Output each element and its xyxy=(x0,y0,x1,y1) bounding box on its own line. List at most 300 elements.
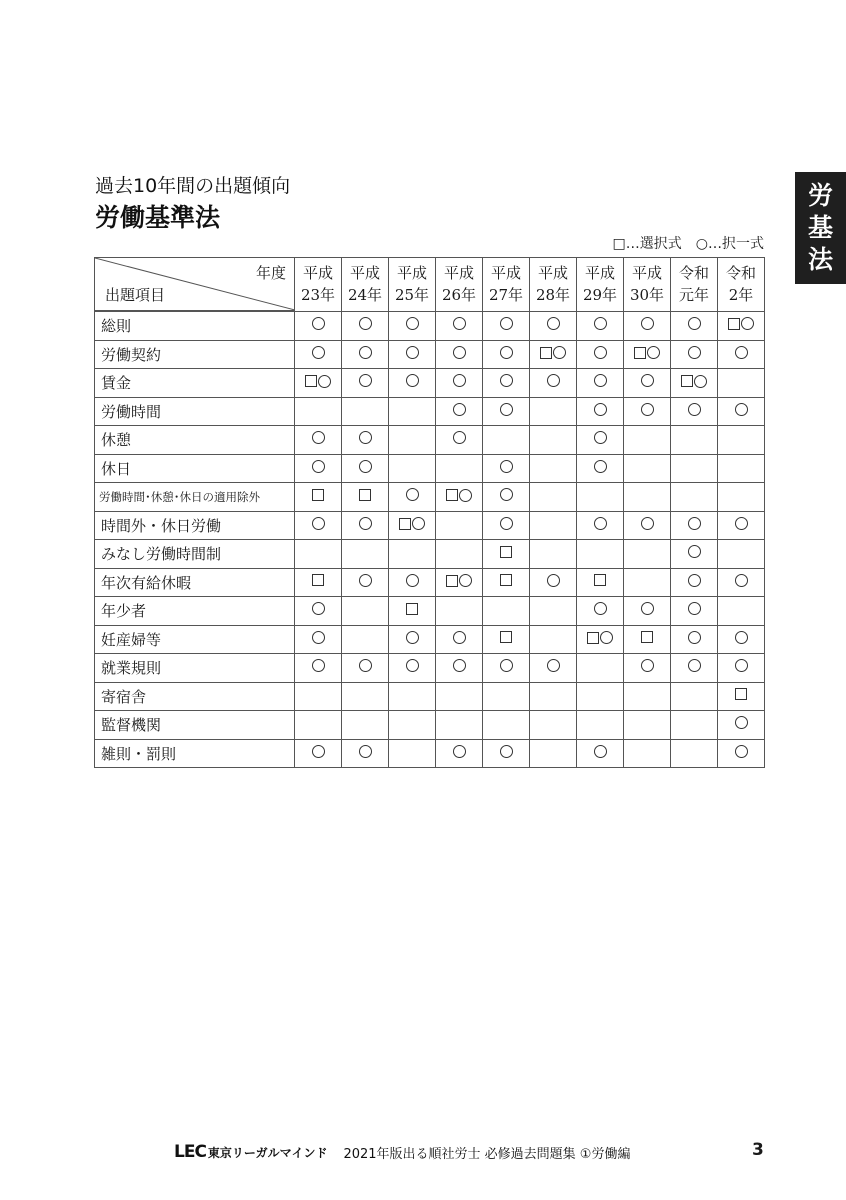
year-label: 23年 xyxy=(300,286,336,305)
mark-cell xyxy=(295,511,342,540)
legend xyxy=(560,233,764,253)
year-header-cell xyxy=(530,258,577,312)
mark-cell xyxy=(718,597,765,626)
multiple-choice-circle-icon xyxy=(688,346,701,359)
multiple-choice-circle-icon xyxy=(688,517,701,530)
question-mark xyxy=(735,688,747,700)
mark-cell xyxy=(624,397,671,426)
mark-cell xyxy=(718,654,765,683)
publisher-logo: LEC xyxy=(174,1142,206,1162)
question-mark xyxy=(453,403,466,416)
selection-type-square-icon xyxy=(500,546,512,558)
question-mark xyxy=(594,431,607,444)
multiple-choice-circle-icon xyxy=(547,574,560,587)
mark-cell xyxy=(483,597,530,626)
mark-cell xyxy=(530,511,577,540)
question-mark xyxy=(594,574,606,586)
topic-label: 妊産婦等 xyxy=(95,625,295,654)
question-mark xyxy=(688,346,701,359)
selection-type-square-icon xyxy=(312,489,324,501)
mark-cell xyxy=(389,540,436,569)
year-header-cell xyxy=(577,258,624,312)
table-row xyxy=(95,426,765,455)
question-mark xyxy=(312,574,324,586)
mark-cell xyxy=(436,340,483,369)
mark-cell xyxy=(577,682,624,711)
question-mark xyxy=(406,317,419,330)
mark-cell xyxy=(436,483,483,512)
multiple-choice-circle-icon xyxy=(406,631,419,644)
mark-cell xyxy=(530,483,577,512)
topic-label: 監督機関 xyxy=(95,711,295,740)
mark-cell xyxy=(436,454,483,483)
mark-cell xyxy=(624,597,671,626)
mark-cell xyxy=(624,711,671,740)
question-mark xyxy=(500,460,513,473)
mark-cell xyxy=(389,454,436,483)
year-era: 平成 xyxy=(396,264,427,283)
mark-cell xyxy=(389,682,436,711)
mark-cell xyxy=(342,483,389,512)
multiple-choice-circle-icon xyxy=(600,631,613,644)
legend-circle-label: ○…択一式 xyxy=(695,236,764,252)
question-mark xyxy=(359,745,372,758)
question-mark xyxy=(594,346,607,359)
mark-cell xyxy=(389,625,436,654)
mark-cell xyxy=(577,311,624,340)
mark-cell xyxy=(530,340,577,369)
question-mark xyxy=(453,659,466,672)
mark-cell xyxy=(671,397,718,426)
multiple-choice-circle-icon xyxy=(688,659,701,672)
mark-cell xyxy=(342,625,389,654)
table-row xyxy=(95,369,765,398)
mark-cell xyxy=(624,483,671,512)
multiple-choice-circle-icon xyxy=(359,431,372,444)
selection-type-square-icon xyxy=(634,347,646,359)
question-mark xyxy=(540,346,566,359)
mark-cell xyxy=(671,454,718,483)
exam-trend-table xyxy=(94,257,765,768)
question-mark xyxy=(453,631,466,644)
multiple-choice-circle-icon xyxy=(553,346,566,359)
question-mark xyxy=(359,489,371,501)
question-mark xyxy=(500,574,512,586)
multiple-choice-circle-icon xyxy=(406,317,419,330)
mark-cell xyxy=(530,454,577,483)
question-mark xyxy=(735,574,748,587)
mark-cell xyxy=(389,483,436,512)
question-mark xyxy=(641,631,653,643)
question-mark xyxy=(594,460,607,473)
mark-cell xyxy=(342,540,389,569)
multiple-choice-circle-icon xyxy=(312,745,325,758)
year-label: 28年 xyxy=(535,286,571,305)
question-mark xyxy=(500,374,513,387)
mark-cell xyxy=(389,511,436,540)
mark-cell xyxy=(436,597,483,626)
question-mark xyxy=(728,317,754,330)
side-tab-char: 基 xyxy=(807,213,833,242)
mark-cell xyxy=(295,597,342,626)
year-label: 26年 xyxy=(441,286,477,305)
question-mark xyxy=(453,317,466,330)
question-mark xyxy=(359,431,372,444)
mark-cell xyxy=(624,654,671,683)
mark-cell xyxy=(624,511,671,540)
question-mark xyxy=(406,603,418,615)
multiple-choice-circle-icon xyxy=(688,631,701,644)
multiple-choice-circle-icon xyxy=(500,317,513,330)
selection-type-square-icon xyxy=(500,631,512,643)
multiple-choice-circle-icon xyxy=(312,602,325,615)
page-footer xyxy=(174,1141,774,1163)
multiple-choice-circle-icon xyxy=(312,317,325,330)
mark-cell xyxy=(671,654,718,683)
multiple-choice-circle-icon xyxy=(359,346,372,359)
mark-cell xyxy=(436,540,483,569)
section-subtitle: 過去10年間の出題傾向 xyxy=(95,175,291,197)
multiple-choice-circle-icon xyxy=(594,431,607,444)
mark-cell xyxy=(295,711,342,740)
multiple-choice-circle-icon xyxy=(735,517,748,530)
multiple-choice-circle-icon xyxy=(453,317,466,330)
mark-cell xyxy=(436,311,483,340)
question-mark xyxy=(688,574,701,587)
book-title: 2021年版出る順社労士 必修過去問題集 ①労働編 xyxy=(343,1146,631,1162)
legend-square-label: □…選択式 xyxy=(612,236,682,252)
mark-cell xyxy=(389,340,436,369)
multiple-choice-circle-icon xyxy=(500,488,513,501)
multiple-choice-circle-icon xyxy=(500,403,513,416)
mark-cell xyxy=(436,511,483,540)
multiple-choice-circle-icon xyxy=(500,346,513,359)
mark-cell xyxy=(389,711,436,740)
year-label: 30年 xyxy=(629,286,665,305)
question-mark xyxy=(688,403,701,416)
mark-cell xyxy=(671,739,718,768)
table-row xyxy=(95,597,765,626)
question-mark xyxy=(547,659,560,672)
mark-cell xyxy=(342,397,389,426)
question-mark xyxy=(594,403,607,416)
question-mark xyxy=(735,517,748,530)
mark-cell xyxy=(624,454,671,483)
mark-cell xyxy=(342,711,389,740)
mark-cell xyxy=(295,340,342,369)
multiple-choice-circle-icon xyxy=(453,374,466,387)
mark-cell xyxy=(530,682,577,711)
mark-cell xyxy=(718,426,765,455)
multiple-choice-circle-icon xyxy=(453,431,466,444)
table-row xyxy=(95,454,765,483)
topic-label: 労働時間･休憩･休日の適用除外 xyxy=(95,483,295,512)
publisher-name: 東京リーガルマインド xyxy=(207,1145,328,1160)
mark-cell xyxy=(718,483,765,512)
mark-cell xyxy=(389,397,436,426)
year-header-cell xyxy=(295,258,342,312)
selection-type-square-icon xyxy=(540,347,552,359)
question-mark xyxy=(500,745,513,758)
question-mark xyxy=(500,517,513,530)
topic-label: 年少者 xyxy=(95,597,295,626)
mark-cell xyxy=(295,625,342,654)
mark-cell xyxy=(483,511,530,540)
multiple-choice-circle-icon xyxy=(453,346,466,359)
multiple-choice-circle-icon xyxy=(594,602,607,615)
mark-cell xyxy=(718,397,765,426)
mark-cell xyxy=(483,540,530,569)
year-header-cell xyxy=(389,258,436,312)
question-mark xyxy=(547,374,560,387)
mark-cell xyxy=(436,369,483,398)
topic-label: 時間外・休日労働 xyxy=(95,511,295,540)
mark-cell xyxy=(718,511,765,540)
multiple-choice-circle-icon xyxy=(641,317,654,330)
year-era: 平成 xyxy=(443,264,474,283)
mark-cell xyxy=(577,483,624,512)
multiple-choice-circle-icon xyxy=(312,631,325,644)
table-row xyxy=(95,711,765,740)
question-mark xyxy=(594,317,607,330)
mark-cell xyxy=(671,597,718,626)
year-era: 平成 xyxy=(490,264,521,283)
question-mark xyxy=(641,659,654,672)
question-mark xyxy=(446,574,472,587)
question-mark xyxy=(312,745,325,758)
question-mark xyxy=(406,488,419,501)
mark-cell xyxy=(530,654,577,683)
mark-cell xyxy=(342,597,389,626)
question-mark xyxy=(406,631,419,644)
question-mark xyxy=(312,602,325,615)
mark-cell xyxy=(577,739,624,768)
question-mark xyxy=(634,346,660,359)
mark-cell xyxy=(295,397,342,426)
topic-label: 休憩 xyxy=(95,426,295,455)
question-mark xyxy=(359,317,372,330)
question-mark xyxy=(587,631,613,644)
mark-cell xyxy=(295,426,342,455)
mark-cell xyxy=(295,654,342,683)
table-row xyxy=(95,511,765,540)
question-mark xyxy=(406,374,419,387)
mark-cell xyxy=(295,369,342,398)
mark-cell xyxy=(530,426,577,455)
mark-cell xyxy=(483,568,530,597)
mark-cell xyxy=(671,340,718,369)
multiple-choice-circle-icon xyxy=(735,716,748,729)
multiple-choice-circle-icon xyxy=(694,375,707,388)
table-header-row xyxy=(95,258,765,312)
mark-cell xyxy=(718,711,765,740)
question-mark xyxy=(312,460,325,473)
mark-cell xyxy=(718,311,765,340)
multiple-choice-circle-icon xyxy=(594,745,607,758)
question-mark xyxy=(735,346,748,359)
multiple-choice-circle-icon xyxy=(594,346,607,359)
question-mark xyxy=(399,517,425,530)
mark-cell xyxy=(483,426,530,455)
multiple-choice-circle-icon xyxy=(453,659,466,672)
topic-label: 年次有給休暇 xyxy=(95,568,295,597)
topic-label: 寄宿舎 xyxy=(95,682,295,711)
selection-type-square-icon xyxy=(446,575,458,587)
topic-label: 雑則・罰則 xyxy=(95,739,295,768)
question-mark xyxy=(406,574,419,587)
mark-cell xyxy=(342,511,389,540)
table-row xyxy=(95,483,765,512)
mark-cell xyxy=(718,625,765,654)
mark-cell xyxy=(436,625,483,654)
multiple-choice-circle-icon xyxy=(453,403,466,416)
selection-type-square-icon xyxy=(359,489,371,501)
question-mark xyxy=(446,489,472,502)
question-mark xyxy=(500,659,513,672)
year-header-cell xyxy=(671,258,718,312)
question-mark xyxy=(453,346,466,359)
chapter-side-tab xyxy=(795,172,846,284)
question-mark xyxy=(305,375,331,388)
mark-cell xyxy=(577,426,624,455)
question-mark xyxy=(547,317,560,330)
question-mark xyxy=(359,517,372,530)
multiple-choice-circle-icon xyxy=(312,346,325,359)
side-tab-char: 労 xyxy=(807,181,833,210)
page-title: 労働基準法 xyxy=(95,203,221,232)
mark-cell xyxy=(436,739,483,768)
year-era: 令和 xyxy=(725,264,756,283)
multiple-choice-circle-icon xyxy=(500,745,513,758)
multiple-choice-circle-icon xyxy=(459,489,472,502)
mark-cell xyxy=(342,454,389,483)
multiple-choice-circle-icon xyxy=(647,346,660,359)
selection-type-square-icon xyxy=(446,489,458,501)
side-tab-char: 法 xyxy=(807,245,833,274)
year-label: 25年 xyxy=(394,286,430,305)
mark-cell xyxy=(436,397,483,426)
question-mark xyxy=(641,602,654,615)
question-mark xyxy=(500,346,513,359)
mark-cell xyxy=(530,625,577,654)
selection-type-square-icon xyxy=(500,574,512,586)
question-mark xyxy=(735,403,748,416)
question-mark xyxy=(547,574,560,587)
mark-cell xyxy=(671,540,718,569)
question-mark xyxy=(312,517,325,530)
year-label: 24年 xyxy=(347,286,383,305)
multiple-choice-circle-icon xyxy=(359,659,372,672)
mark-cell xyxy=(530,311,577,340)
year-label: 27年 xyxy=(488,286,524,305)
multiple-choice-circle-icon xyxy=(359,317,372,330)
question-mark xyxy=(359,346,372,359)
year-era: 平成 xyxy=(537,264,568,283)
multiple-choice-circle-icon xyxy=(318,375,331,388)
mark-cell xyxy=(342,568,389,597)
selection-type-square-icon xyxy=(312,574,324,586)
year-header-cell xyxy=(718,258,765,312)
mark-cell xyxy=(483,711,530,740)
mark-cell xyxy=(577,568,624,597)
question-mark xyxy=(681,375,707,388)
multiple-choice-circle-icon xyxy=(547,317,560,330)
mark-cell xyxy=(436,682,483,711)
mark-cell xyxy=(718,540,765,569)
mark-cell xyxy=(671,568,718,597)
mark-cell xyxy=(577,454,624,483)
mark-cell xyxy=(577,340,624,369)
multiple-choice-circle-icon xyxy=(453,631,466,644)
mark-cell xyxy=(718,454,765,483)
table-row xyxy=(95,682,765,711)
mark-cell xyxy=(624,568,671,597)
mark-cell xyxy=(530,597,577,626)
mark-cell xyxy=(530,397,577,426)
multiple-choice-circle-icon xyxy=(453,745,466,758)
multiple-choice-circle-icon xyxy=(406,346,419,359)
mark-cell xyxy=(718,568,765,597)
multiple-choice-circle-icon xyxy=(735,745,748,758)
year-header-cell xyxy=(483,258,530,312)
year-label: 元年 xyxy=(678,286,709,305)
question-mark xyxy=(359,574,372,587)
table-row xyxy=(95,568,765,597)
year-header-cell xyxy=(342,258,389,312)
header-corner-cell xyxy=(95,258,295,312)
mark-cell xyxy=(624,311,671,340)
multiple-choice-circle-icon xyxy=(594,517,607,530)
mark-cell xyxy=(718,369,765,398)
mark-cell xyxy=(530,568,577,597)
mark-cell xyxy=(483,454,530,483)
table-row xyxy=(95,340,765,369)
selection-type-square-icon xyxy=(735,688,747,700)
mark-cell xyxy=(671,682,718,711)
mark-cell xyxy=(389,654,436,683)
mark-cell xyxy=(624,369,671,398)
corner-year-label: 年度 xyxy=(255,264,286,282)
topic-label: 総則 xyxy=(95,311,295,340)
mark-cell xyxy=(389,369,436,398)
mark-cell xyxy=(577,540,624,569)
multiple-choice-circle-icon xyxy=(594,460,607,473)
topic-label: 休日 xyxy=(95,454,295,483)
mark-cell xyxy=(295,682,342,711)
question-mark xyxy=(312,489,324,501)
topic-label: 就業規則 xyxy=(95,654,295,683)
corner-item-label: 出題項目 xyxy=(105,286,166,304)
mark-cell xyxy=(577,711,624,740)
question-mark xyxy=(312,346,325,359)
mark-cell xyxy=(342,340,389,369)
mark-cell xyxy=(577,654,624,683)
mark-cell xyxy=(295,311,342,340)
question-mark xyxy=(594,374,607,387)
mark-cell xyxy=(436,568,483,597)
question-mark xyxy=(641,374,654,387)
question-mark xyxy=(641,517,654,530)
multiple-choice-circle-icon xyxy=(547,659,560,672)
multiple-choice-circle-icon xyxy=(688,403,701,416)
multiple-choice-circle-icon xyxy=(688,602,701,615)
multiple-choice-circle-icon xyxy=(735,631,748,644)
multiple-choice-circle-icon xyxy=(312,431,325,444)
multiple-choice-circle-icon xyxy=(688,317,701,330)
mark-cell xyxy=(718,682,765,711)
mark-cell xyxy=(624,340,671,369)
mark-cell xyxy=(530,711,577,740)
